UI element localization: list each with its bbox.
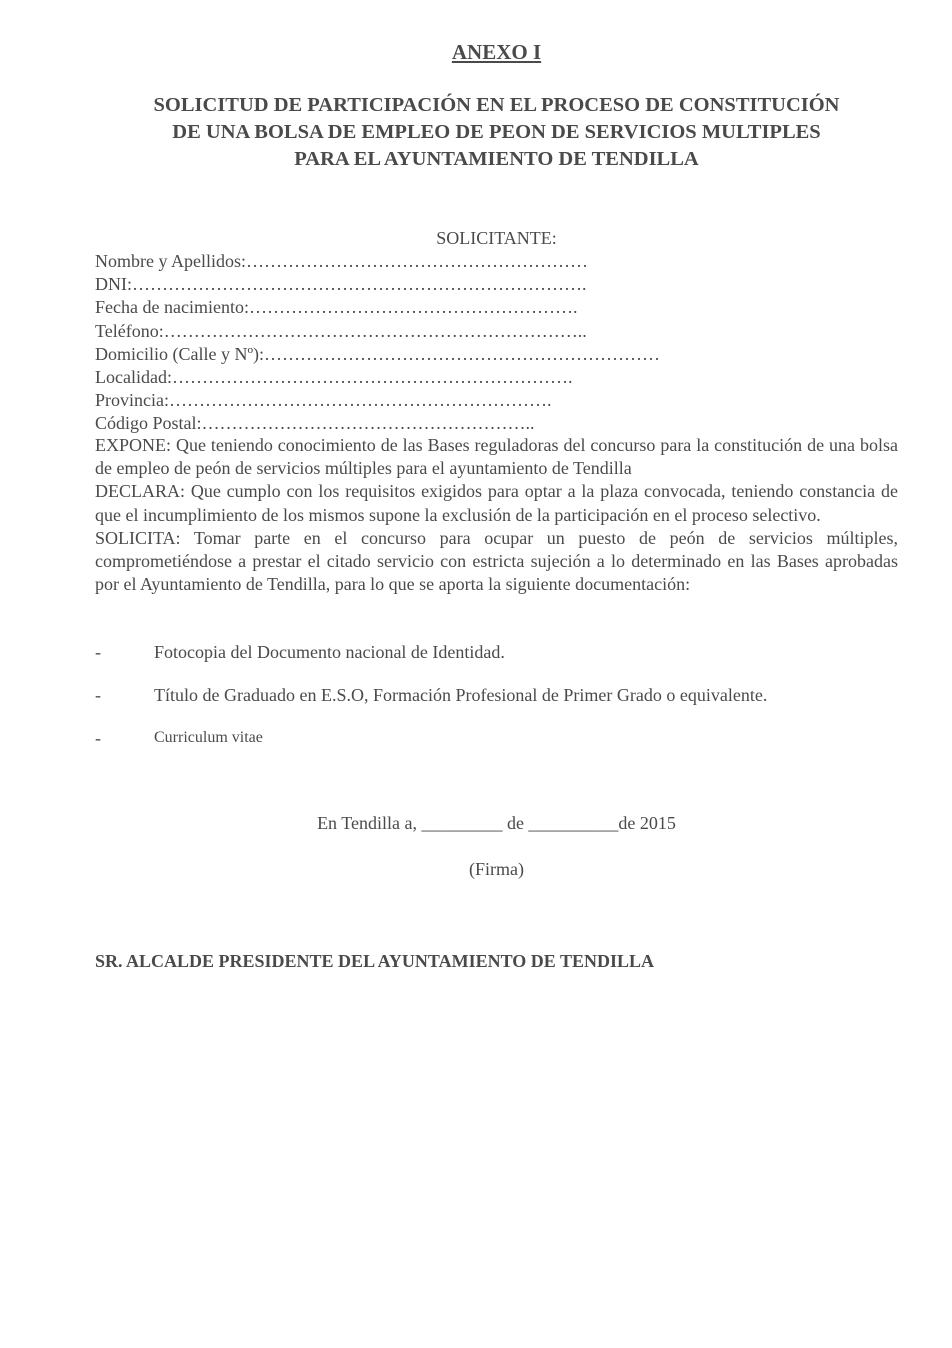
- field-dni: DNI:………………………………………………………………….: [95, 274, 587, 295]
- list-item: [95, 640, 898, 683]
- date-line: En Tendilla a, _________ de __________de 2015: [317, 813, 676, 833]
- statement-paragraphs: [95, 434, 898, 596]
- addressee: SR. ALCALDE PRESIDENTE DEL AYUNTAMIENTO DE TENDILLA: [95, 951, 654, 971]
- list-bullet: -: [95, 642, 101, 662]
- list-item: [95, 726, 898, 769]
- applicant-heading: SOLICITANTE:: [436, 228, 557, 248]
- declara-paragraph: DECLARA: Que cumplo con los requisitos exigidos para optar a la plaza convocada, teniendo constancia de que el incumplimiento de los mismos supone la exclusión de la participación en el proceso selectivo.: [95, 481, 898, 525]
- expone-paragraph: EXPONE: Que teniendo conocimiento de las Bases reguladoras del concurso para la constitución de una bolsa de empleo de peón de servicios múltiples para el ayuntamiento de Tendilla: [95, 435, 898, 479]
- field-province: Provincia:……………………………………………………….: [95, 390, 552, 411]
- field-address: Domicilio (Calle y Nº):…………………………………………………………: [95, 343, 661, 364]
- signature-label: (Firma): [469, 859, 524, 879]
- document-title: [95, 92, 898, 173]
- field-birth-date: Fecha de nacimiento:……………………………………………….: [95, 297, 578, 318]
- title-line-1: SOLICITUD DE PARTICIPACIÓN EN EL PROCESO DE CONSTITUCIÓN: [153, 94, 840, 116]
- field-locality: Localidad:………………………………………………………….: [95, 367, 573, 388]
- list-item: [95, 683, 898, 726]
- field-postal-code: Código Postal:………………………………………………..: [95, 413, 535, 434]
- list-bullet: -: [95, 685, 101, 705]
- document-item-diploma: Título de Graduado en E.S.O, Formación Profesional de Primer Grado o equivalente.: [154, 685, 768, 705]
- documentation-list: [95, 640, 898, 769]
- field-name: Nombre y Apellidos:…………………………………………………: [95, 251, 588, 271]
- title-line-2: DE UNA BOLSA DE EMPLEO DE PEON DE SERVICIOS MULTIPLES: [172, 121, 821, 143]
- document-item-cv: Curriculum vitae: [154, 729, 263, 746]
- annex-title: ANEXO I: [451, 40, 542, 64]
- title-line-3: PARA EL AYUNTAMIENTO DE TENDILLA: [294, 148, 699, 170]
- solicita-paragraph: SOLICITA: Tomar parte en el concurso para ocupar un puesto de peón de servicios múltiples, comprometiéndose a prestar el citado servicio con estricta sujeción a lo determinado en las Bases aprobadas por el Ayuntamiento de Tendilla, para lo que se aporta la siguiente documentación:: [95, 527, 898, 595]
- applicant-fields: [95, 250, 898, 436]
- document-item-id-copy: Fotocopia del Documento nacional de Identidad.: [154, 642, 505, 662]
- field-phone: Teléfono:……………………………………………………………..: [95, 320, 587, 341]
- list-bullet: -: [95, 728, 101, 748]
